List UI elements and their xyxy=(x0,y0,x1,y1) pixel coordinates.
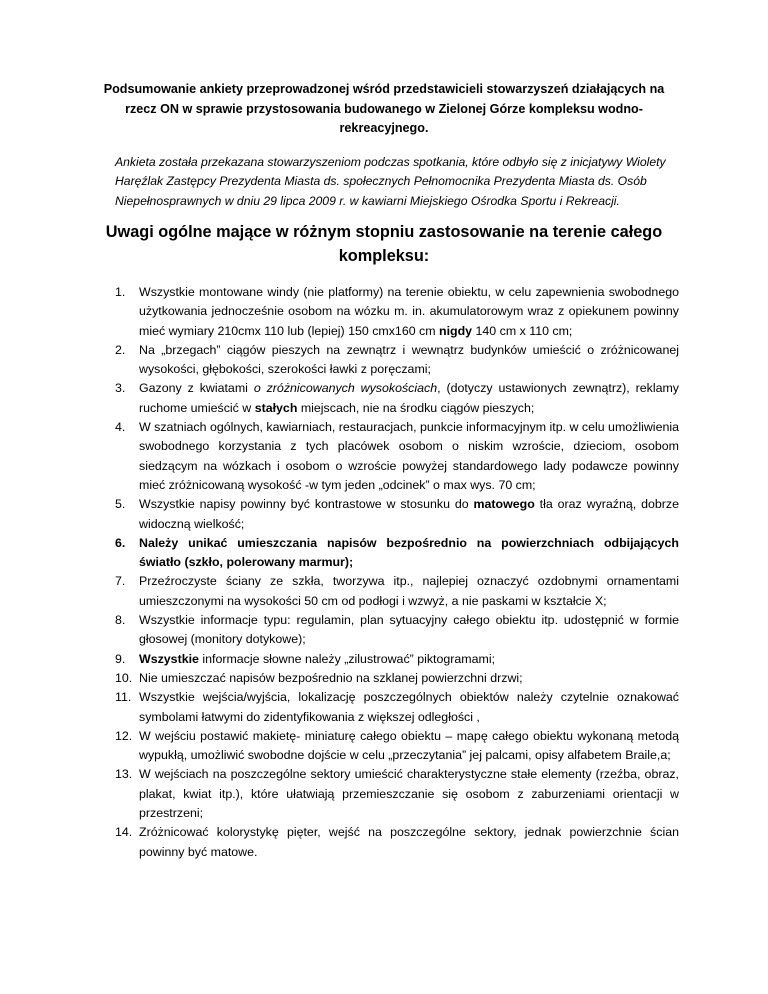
item-number: 5. xyxy=(115,497,126,512)
list-item xyxy=(115,688,679,727)
item-number: 3. xyxy=(115,381,126,396)
document-title: Podsumowanie ankiety przeprowadzonej wśród przedstawicieli stowarzyszeń działających na rzecz ON w sprawie przystosowania budowanego w Zielonej Górze kompleksu wodno-rekreacyjnego. xyxy=(103,82,665,135)
item-emphasis: stałych xyxy=(254,400,298,415)
item-text: miejscach, nie na środku ciągów pieszych; xyxy=(297,400,535,415)
list-item xyxy=(115,341,679,380)
list-item xyxy=(115,765,679,823)
item-text: W wejściach na poszczególne sektory umieścić charakterystyczne stałe elementy (rzeźba, obraz, plakat, kwiat itp.), które ułatwiają przemieszczanie się osobom z zaburzeniami orientacji w przestrzeni; xyxy=(139,767,679,821)
item-text: tła oraz wyraźną, dobrze widoczną wielkość; xyxy=(139,497,679,531)
list-item xyxy=(115,650,679,669)
list-item xyxy=(115,283,679,341)
item-text: Wszystkie napisy powinny być kontrastowe w stosunku do xyxy=(139,497,474,512)
document-intro: Ankieta została przekazana stowarzyszeniom podczas spotkania, które odbyło się z inicjatywy Wiolety Haręźlak Zastępcy Prezydenta Miasta ds. społecznych Pełnomocnika Prezydenta Miasta ds. Osób Niepełnosprawnych w dniu 29 lipca 2009 r. w kawiarni Miejskiego Ośrodka Sportu i Rekreacji. xyxy=(115,155,666,208)
item-text: 140 cm x 110 cm; xyxy=(472,323,573,338)
item-number: 14. xyxy=(115,825,133,840)
recommendations-list xyxy=(115,283,679,862)
item-number: 6. xyxy=(115,535,126,550)
list-item xyxy=(115,495,679,534)
item-text: Na „brzegach” ciągów pieszych na zewnątrz i wewnątrz budynków umieścić o zróżnicowanej wysokości, głębokości, szerokości ławki z poręczami; xyxy=(139,342,679,377)
item-number: 11. xyxy=(115,690,132,705)
item-number: 4. xyxy=(115,420,126,435)
item-number: 9. xyxy=(115,651,126,666)
item-text: informacje słowne należy „zilustrować” piktogramami; xyxy=(198,651,496,666)
list-item xyxy=(115,727,679,766)
item-text: , (dotyczy ustawionych zewnątrz), reklamy ruchome umieścić w xyxy=(139,381,680,415)
list-item xyxy=(115,379,679,418)
list-item xyxy=(115,418,679,495)
item-number: 7. xyxy=(115,574,126,589)
section-heading: Uwagi ogólne mające w różnym stopniu zastosowanie na terenie całego kompleksu: xyxy=(105,223,663,265)
item-text: W szatniach ogólnych, kawiarniach, restauracjach, punkcie informacyjnym itp. w celu umożliwienia swobodnego korzystania z tych placówek osobom o niskim wzroście, dzieciom, osobom siedzącym na wózkach i osobom o wzroście powyżej standardowego lady podawcze powinny mieć zróżnicowaną wysokość -w tym jeden „odcinek” o max wys. 70 cm; xyxy=(139,420,679,492)
item-text: Należy unikać umieszczania napisów bezpośrednio na powierzchniach odbijających światło (szkło, polerowany marmur); xyxy=(139,535,679,570)
item-number: 1. xyxy=(115,285,126,299)
item-text: W wejściu postawić makietę- miniaturę całego obiektu – mapę całego obiektu wykonaną metodą wypukłą, umożliwić swobodne dojście w celu „przeczytania” jej palcami, opisy alfabetem Braile,a; xyxy=(139,728,679,763)
list-item xyxy=(115,611,679,650)
item-text: Wszystkie wejścia/wyjścia, lokalizację poszczególnych obiektów należy czytelnie oznakować symbolami łatwymi do zidentyfikowania z większej odległości , xyxy=(139,690,679,724)
item-number: 10. xyxy=(115,670,133,685)
item-emphasis: Wszystkie xyxy=(139,651,199,666)
list-item xyxy=(115,534,679,573)
item-text: Przeźroczyste ściany ze szkła, tworzywa itp., najlepiej oznaczyć ozdobnymi ornamentami umieszczonymi na wysokości 50 cm od podłogi i wzwyż, a nie paskami w kształcie X; xyxy=(139,574,679,608)
item-number: 8. xyxy=(115,613,126,628)
list-item xyxy=(115,669,679,688)
item-text: Nie umieszczać napisów bezpośrednio na szklanej powierzchni drzwi; xyxy=(139,670,523,685)
item-number: 13. xyxy=(115,767,133,782)
item-text: Gazony z kwiatami xyxy=(139,381,254,396)
item-emphasis: nigdy xyxy=(439,323,473,338)
list-item xyxy=(115,572,679,611)
item-text: Wszystkie informacje typu: regulamin, plan sytuacyjny całego obiektu itp. udostępnić w formie głosowej (monitory dotykowe); xyxy=(139,613,679,647)
item-emphasis: matowego xyxy=(473,497,535,512)
item-text: Zróżnicować kolorystykę pięter, wejść na poszczególne sektory, jednak powierzchnie ścian powinny być matowe. xyxy=(139,825,679,859)
item-number: 12. xyxy=(115,728,133,743)
item-text: Wszystkie montowane windy (nie platformy) na terenie obiektu, w celu zapewnienia swobodnego użytkowania jednocześnie osobom na wózku m. in. akumulatorowym wraz z opiekunem powinny mieć wymiary 210cmx 110 lub (lepiej) 150 cmx160 cm xyxy=(139,285,679,338)
item-number: 2. xyxy=(115,342,126,357)
item-italic: o zróżnicowanych wysokościach xyxy=(253,381,438,396)
list-item xyxy=(115,823,679,862)
